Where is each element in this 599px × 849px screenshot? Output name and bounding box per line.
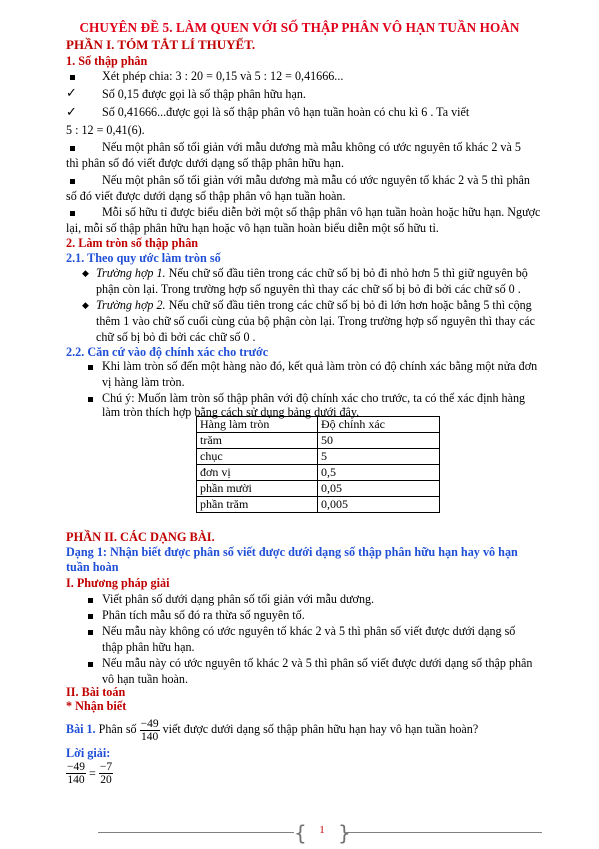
type-1-heading-line1: Dạng 1: Nhận biết được phân số viết được dưới dạng số thập phân hữu hạn hay vô hạn bbox=[66, 545, 518, 559]
exercise-1-question: Bài 1. Phân số $\frac{-49}{140}$ viết được dưới dạng số thập phân hữu hạn hay vô hạn tuần hoàn? bbox=[66, 717, 479, 743]
diamond-bullet-icon: ◆ bbox=[82, 300, 89, 310]
bullet-square-icon bbox=[88, 598, 93, 603]
diamond-bullet-icon: ◆ bbox=[82, 268, 89, 278]
case-2-line3: chữ số bị bỏ đi bởi các chữ số 0 . bbox=[96, 330, 256, 344]
part-1-heading: PHẦN I. TÓM TẮT LÍ THUYẾT. bbox=[66, 37, 256, 52]
case-1-line1: Trường hợp 1. Nếu chữ số đầu tiên trong các chữ số bị bỏ đi nhỏ hơn 5 thì giữ nguyên bộ bbox=[96, 266, 528, 280]
table-cell: 0,05 bbox=[318, 481, 440, 497]
checkmark-icon: ✓ bbox=[66, 85, 77, 100]
case-2-label: Trường hợp 2. bbox=[96, 298, 166, 312]
table-header-cell: Độ chính xác bbox=[318, 417, 440, 433]
exercises-heading: II. Bài toán bbox=[66, 685, 126, 699]
exercise-1-label: Bài 1. bbox=[66, 722, 96, 736]
rounding-precision-table bbox=[196, 416, 440, 513]
paragraph-division-example: Xét phép chia: 3 : 20 = 0,15 và 5 : 12 = 0,41666... bbox=[102, 69, 344, 83]
bullet-square-icon bbox=[88, 614, 93, 619]
footer-divider-right bbox=[346, 832, 542, 833]
recognition-heading: * Nhận biết bbox=[66, 699, 127, 713]
table-cell: đơn vị bbox=[197, 465, 318, 481]
paragraph-repeating-decimal: Số 0,41666...được gọi là số thập phân vô hạn tuần hoàn có chu kì 6 . Ta viết bbox=[102, 105, 470, 119]
section-2-2-heading: 2.2. Căn cứ vào độ chính xác cho trước bbox=[66, 345, 269, 359]
table-row bbox=[197, 449, 440, 465]
fraction-neg7-20: $\frac{-7}{20}$ bbox=[99, 761, 113, 786]
table-cell: phần mười bbox=[197, 481, 318, 497]
table-cell: 5 bbox=[318, 449, 440, 465]
left-brace-icon: { bbox=[294, 821, 307, 845]
method-step-1: Viết phân số dưới dạng phân số tối giản với mẫu dương. bbox=[102, 592, 375, 606]
part-2-heading: PHẦN II. CÁC DẠNG BÀI. bbox=[66, 530, 215, 544]
paragraph-repeating-notation: 5 : 12 = 0,41(6). bbox=[66, 123, 145, 137]
table-row bbox=[197, 465, 440, 481]
bullet-square-icon bbox=[70, 211, 75, 216]
bullet-square-icon bbox=[70, 179, 75, 184]
table-cell: phần trăm bbox=[197, 497, 318, 513]
paragraph-finite-rule-line2: thì phân số đó viết được dưới dạng số thập phân hữu hạn. bbox=[66, 156, 344, 170]
paragraph-repeating-rule-line2: số đó viết được dưới dạng số thập phân vô hạn tuần hoàn. bbox=[66, 189, 346, 203]
precision-note-line1: Khi làm tròn số đến một hàng nào đó, kết quả làm tròn có độ chính xác bằng một nửa đơn bbox=[102, 359, 538, 373]
method-step-3-line2: thập phân hữu hạn. bbox=[102, 640, 195, 654]
fraction-neg49-140: $\frac{-49}{140}$ bbox=[140, 717, 159, 743]
table-header-cell: Hàng làm tròn bbox=[197, 417, 318, 433]
table-cell: 50 bbox=[318, 433, 440, 449]
table-row bbox=[197, 433, 440, 449]
bullet-square-icon bbox=[88, 365, 93, 370]
type-1-heading-line2: tuần hoàn bbox=[66, 560, 119, 574]
document-title: CHUYÊN ĐỀ 5. LÀM QUEN VỚI SỐ THẬP PHÂN VÔ HẠN TUẦN HOÀN bbox=[79, 20, 520, 35]
table-row bbox=[197, 497, 440, 513]
table-header-row bbox=[197, 417, 440, 433]
table-cell: 0,005 bbox=[318, 497, 440, 513]
case-2-line2: thêm 1 vào chữ số cuối cùng của bộ phận còn lại. Trong trường hợp số nguyên thì thay các bbox=[96, 314, 536, 328]
solution-equation: $\frac{-49}{140}$ = $\frac{-7}{20}$ bbox=[67, 761, 113, 786]
method-step-4-line2: vô hạn tuần hoàn. bbox=[102, 672, 188, 686]
bullet-square-icon bbox=[88, 397, 93, 402]
bullet-square-icon bbox=[88, 630, 93, 635]
fraction-neg49-140: $\frac{-49}{140}$ bbox=[67, 761, 85, 786]
case-1-label: Trường hợp 1. bbox=[96, 266, 166, 280]
paragraph-rational-line1: Mỗi số hữu tỉ được biểu diễn bởi một số thập phân vô hạn tuần hoàn hoặc hữu hạn. Ngược bbox=[102, 205, 541, 219]
table-row bbox=[197, 481, 440, 497]
bullet-square-icon bbox=[88, 662, 93, 667]
section-2-heading: 2. Làm tròn số thập phân bbox=[66, 236, 199, 250]
case-2-line1: Trường hợp 2. Nếu chữ số đầu tiên trong các chữ số bị bỏ đi lớn hơn hoặc bằng 5 thì cộng bbox=[96, 298, 532, 312]
method-step-4-line1: Nếu mẫu này có ước nguyên tố khác 2 và 5 thì phân số viết được dưới dạng số thập phân bbox=[102, 656, 533, 670]
method-step-3-line1: Nếu mẫu này không có ước nguyên tố khác 2 và 5 thì phân số viết được dưới dạng số bbox=[102, 624, 516, 638]
remark-line2: làm tròn thích hợp bằng cách sử dụng bảng dưới đây. bbox=[102, 405, 360, 419]
footer-divider-left bbox=[98, 832, 294, 833]
paragraph-finite-decimal: Số 0,15 được gọi là số thập phân hữu hạn. bbox=[102, 87, 306, 101]
paragraph-finite-rule-line1: Nếu một phân số tối giản với mẫu dương mà mẫu không có ước nguyên tố khác 2 và 5 bbox=[102, 140, 521, 154]
table-cell: 0,5 bbox=[318, 465, 440, 481]
method-heading: I. Phương pháp giải bbox=[66, 576, 170, 590]
solution-heading: Lời giải: bbox=[66, 746, 111, 760]
section-2-1-heading: 2.1. Theo quy ước làm tròn số bbox=[66, 251, 221, 265]
table-cell: trăm bbox=[197, 433, 318, 449]
precision-note-line2: vị hàng làm tròn. bbox=[102, 375, 185, 389]
checkmark-icon: ✓ bbox=[66, 104, 77, 119]
bullet-square-icon bbox=[70, 146, 75, 151]
table-cell: chục bbox=[197, 449, 318, 465]
section-1-heading: 1. Số thập phân bbox=[66, 54, 148, 68]
remark-line1: Chú ý: Muốn làm tròn số thập phân với độ chính xác cho trước, ta có thể xác định hàng bbox=[102, 391, 526, 405]
paragraph-rational-line2: lại, mỗi số thập phân hữu hạn hoặc vô hạn tuần hoàn biểu diễn một số hữu tỉ. bbox=[66, 221, 439, 235]
bullet-square-icon bbox=[70, 75, 75, 80]
page-number: 1 bbox=[319, 824, 325, 836]
case-1-line2: phận còn lại. Trong trường hợp số nguyên thì thay các chữ số bị bỏ đi bởi các chữ số 0 . bbox=[96, 282, 521, 296]
paragraph-repeating-rule-line1: Nếu một phân số tối giản với mẫu dương mà mẫu có ước nguyên tố khác 2 và 5 thì phân bbox=[102, 173, 530, 187]
right-brace-icon: } bbox=[338, 821, 351, 845]
method-step-2: Phân tích mẫu số đó ra thừa số nguyên tố. bbox=[102, 608, 305, 622]
